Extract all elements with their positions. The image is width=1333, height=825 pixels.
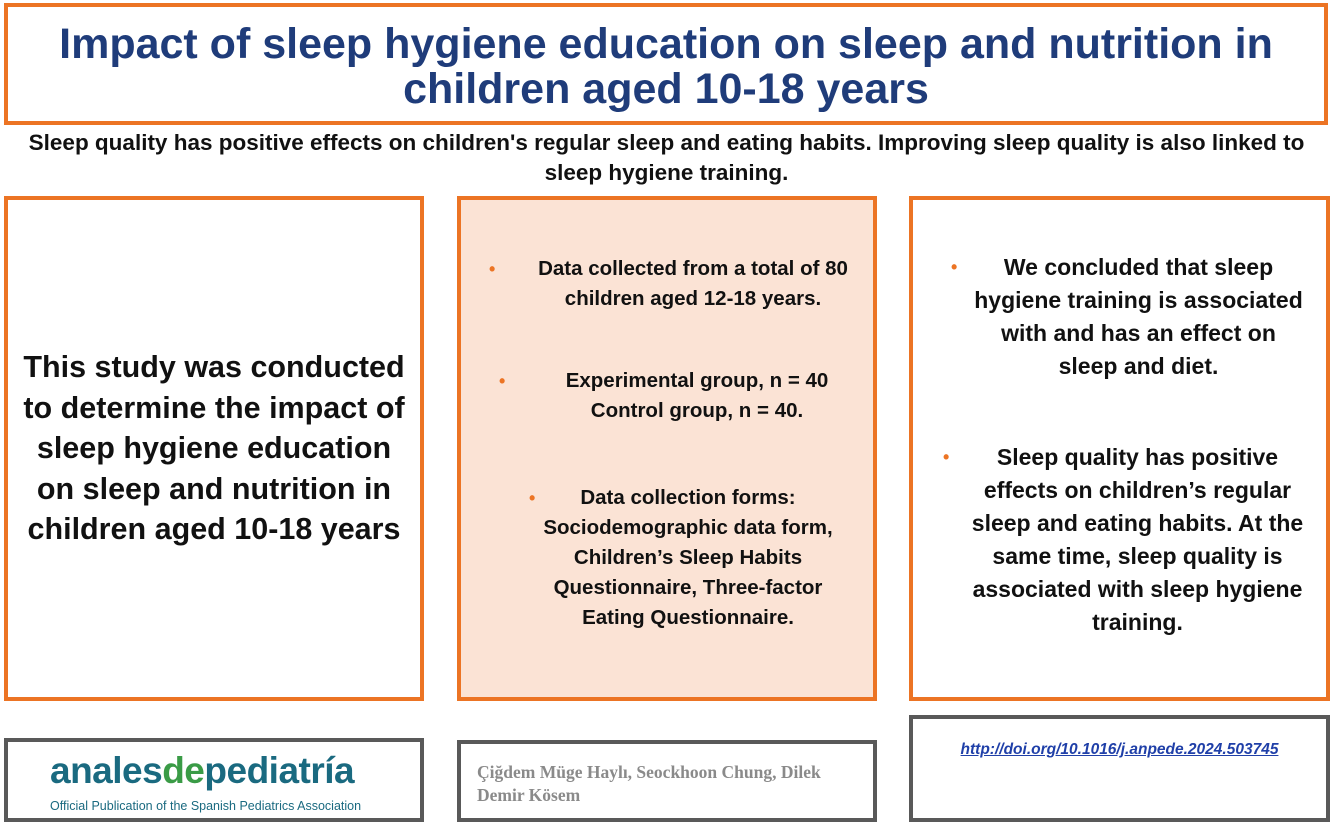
authors-text: Çiğdem Müge Haylı, Seockhoon Chung, Dilek Demir Kösem: [477, 762, 821, 805]
summary-text: Sleep quality has positive effects on children's regular sleep and eating habits. Improving sleep quality is also linked to sleep hygiene training.: [28, 130, 1305, 185]
methods-item: [461, 483, 873, 633]
bullet-icon: •: [943, 447, 950, 467]
aim-text: This study was conducted to determine the impact of sleep hygiene education on sleep and nutrition in children aged 10-18 years: [23, 350, 405, 547]
methods-list: [461, 254, 873, 633]
results-item-text: We concluded that sleep hygiene training is associated with and has an effect on sleep and diet.: [974, 254, 1303, 379]
bullet-icon: •: [529, 488, 536, 508]
results-item: [913, 251, 1326, 383]
bullet-icon: •: [489, 259, 496, 279]
title-banner: [4, 3, 1328, 125]
results-item: [913, 441, 1326, 639]
doi-panel: [909, 715, 1330, 822]
aim-panel: [4, 196, 424, 701]
results-panel: [909, 196, 1330, 701]
authors-panel: [457, 740, 877, 822]
journal-logo: [4, 738, 424, 822]
results-list: [913, 251, 1326, 639]
methods-item-text: Experimental group, n = 40 Control group, n = 40.: [565, 369, 829, 422]
methods-panel: [457, 196, 877, 701]
results-item-text: Sleep quality has positive effects on children’s regular sleep and eating habits. At the same time, sleep quality is associated with sleep hygiene training.: [971, 444, 1304, 635]
methods-item: [461, 366, 873, 426]
journal-tagline: Official Publication of the Spanish Pediatrics Association: [50, 799, 362, 813]
bullet-icon: •: [951, 257, 958, 277]
page-title: Impact of sleep hygiene education on sleep and nutrition in children aged 10-18 years: [59, 20, 1273, 113]
journal-wordmark: analesdepediatría: [50, 750, 355, 791]
methods-item: [461, 254, 873, 314]
methods-item-text: Data collection forms: Sociodemographic data form, Children’s Sleep Habits Questionnaire, Three-factor Eating Questionnaire.: [543, 486, 833, 629]
bullet-icon: •: [499, 371, 506, 391]
methods-item-text: Data collected from a total of 80 children aged 12-18 years.: [538, 257, 848, 310]
doi-link[interactable]: http://doi.org/10.1016/j.anpede.2024.503745: [960, 741, 1279, 758]
